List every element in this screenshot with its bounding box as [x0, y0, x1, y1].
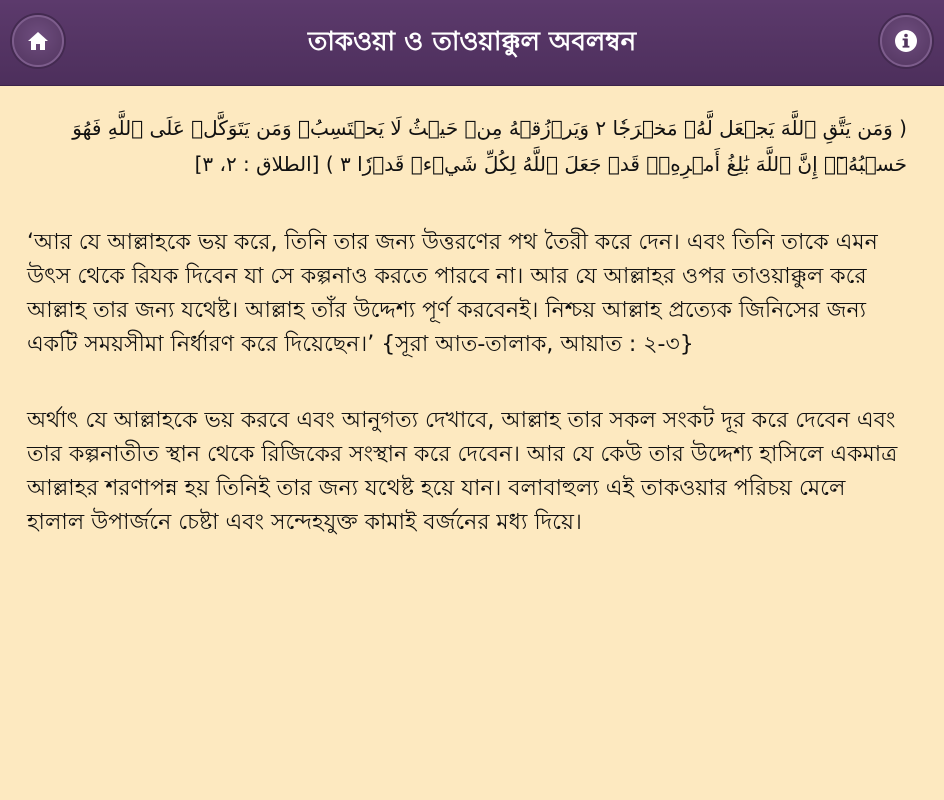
info-button[interactable]: [880, 15, 932, 67]
arabic-verse: ( وَمَن يَتَّقِ ٱللَّهَ يَجۡعَل لَّهُۥ مَخۡرَجٗا ٢ وَيَرۡزُقۡهُ مِنۡ حَيۡثُ لَا يَحۡتَسِبُۚ وَمَن يَتَوَكَّلۡ عَلَى ٱللَّهِ فَهُوَ حَسۡبُهُۥٓۚ إِنَّ ٱللَّهَ بَٰلِغُ أَمۡرِهِۦۚ قَدۡ جَعَلَ ٱللَّهُ لِكُلِّ شَيۡءٖ قَدۡرٗا ٣ ) [الطلاق : ٢، ٣]: [72, 116, 907, 176]
top-bar: [0, 0, 944, 86]
page-title: তাকওয়া ও তাওয়াক্কুল অবলম্বন: [307, 27, 637, 57]
bangla-translation: ‘আর যে আল্লাহকে ভয় করে, তিনি তার জন্য উত্তরণের পথ তৈরী করে দেন। এবং তিনি তাকে এমন উৎস থেকে রিযক দিবেন যা সে কল্পনাও করতে পারবে না। আর যে আল্লাহর ওপর তাওয়াক্কুল করে আল্লাহ তার জন্য যথেষ্ট। আল্লাহ তাঁর উদ্দেশ্য পূর্ণ করবেনই। নিশ্চয় আল্লাহ প্রত্যেক জিনিসের জন্য একটি সময়সীমা নির্ধারণ করে দিয়েছেন।’ {সূরা আত-তালাক, আয়াত : ২-৩}: [27, 230, 878, 357]
bangla-explanation: অর্থাৎ যে আল্লাহকে ভয় করবে এবং আনুগত্য দেখাবে, আল্লাহ তার সকল সংকট দূর করে দেবেন এবং তার কল্পনাতীত স্থান থেকে রিজিকের সংস্থান করে দেবেন। আর যে কেউ তার উদ্দেশ্য হাসিলে একমাত্র আল্লাহর শরণাপন্ন হয় তিনিই তার জন্য যথেষ্ট হয়ে যান। বলাবাহুল্য এই তাকওয়ার পরিচয় মেলে হালাল উপার্জনে চেষ্টা এবং সন্দেহযুক্ত কামাই বর্জনের মধ্য দিয়ে।: [27, 408, 898, 535]
article-body: [27, 110, 907, 582]
home-icon: [26, 29, 50, 53]
info-icon: [894, 29, 918, 53]
home-button[interactable]: [12, 15, 64, 67]
